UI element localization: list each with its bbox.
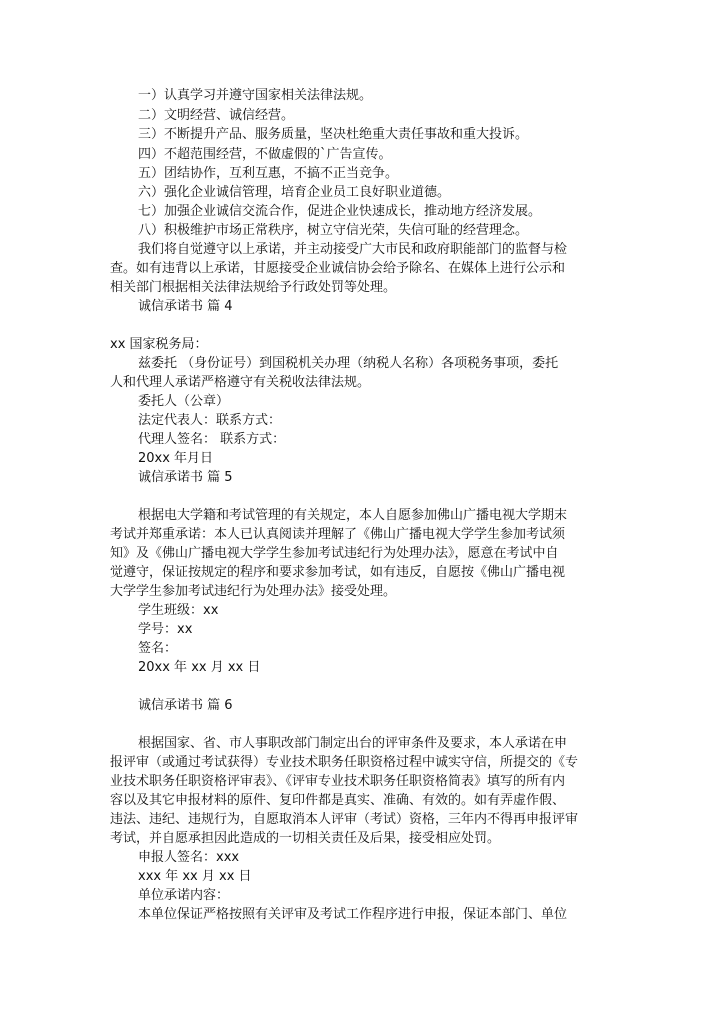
date-line: xxx 年 xx 月 xx 日 <box>138 869 252 884</box>
section5-body-line: 大学学生参加考试违纪行为处理办法》接受处理。 <box>110 584 397 599</box>
pledge-item-8: 八）积极维护市场正常秩序，树立守信光荣，失信可耻的经营理念。 <box>138 223 529 238</box>
section6-body-line: 容以及其它申报材料的原件、复印件都是真实、准确、有效的。如有弄虚作假、 <box>110 793 566 808</box>
closing-paragraph-line: 查。如有违背以上承诺，甘愿接受企业诚信协会给予除名、在媒体上进行公示和 <box>110 261 566 276</box>
unit-pledge-label: 单位承诺内容： <box>138 888 230 903</box>
closing-paragraph-line: 相关部门根据相关法律法规给予行政处罚等处理。 <box>110 280 397 295</box>
section5-body-line: 觉遵守，保证按规定的程序和要求参加考试，如有违反，自愿按《佛山广播电视 <box>110 565 566 580</box>
signature-line: 签名： <box>138 641 178 656</box>
student-class-line: 学生班级：xx <box>138 603 219 618</box>
date-line: 20xx 年 xx 月 xx 日 <box>138 660 261 675</box>
pledge-item-3: 三）不断提升产品、服务质量，坚决杜绝重大责任事故和重大投诉。 <box>138 127 529 142</box>
section6-body-line: 违法、违纪、违规行为，自愿取消本人评审（考试）资格，三年内不得再申报评审 <box>110 812 579 827</box>
principal-seal-line: 委托人（公章） <box>138 394 230 409</box>
section-heading-4: 诚信承诺书 篇 4 <box>138 299 233 314</box>
section4-body-line: 人和代理人承诺严格遵守有关税收法律法规。 <box>110 375 371 390</box>
section6-body-line: 考试，并自愿承担因此造成的一切相关责任及后果，接受相应处罚。 <box>110 831 501 846</box>
section-heading-5: 诚信承诺书 篇 5 <box>138 470 233 485</box>
pledge-item-4: 四）不超范围经营，不做虚假的`广告宣传。 <box>138 147 392 162</box>
agent-signature-line: 代理人签名： 联系方式： <box>138 432 286 447</box>
closing-paragraph-line: 我们将自觉遵守以上承诺，并主动接受广大市民和政府职能部门的监督与检 <box>138 242 568 257</box>
pledge-item-6: 六）强化企业诚信管理，培育企业员工良好职业道德。 <box>138 185 451 200</box>
pledge-item-2: 二）文明经营、诚信经营。 <box>138 108 295 123</box>
section-heading-6: 诚信承诺书 篇 6 <box>138 698 233 713</box>
student-id-line: 学号：xx <box>138 622 193 637</box>
pledge-item-7: 七）加强企业诚信交流合作，促进企业快速成长，推动地方经济发展。 <box>138 204 542 219</box>
section5-body-line: 根据电大学籍和考试管理的有关规定，本人自愿参加佛山广播电视大学期末 <box>138 508 568 523</box>
applicant-signature-line: 申报人签名：xxx <box>138 850 240 865</box>
section6-body-line: 根据国家、省、市人事职改部门制定出台的评审条件及要求，本人承诺在申 <box>138 736 568 751</box>
section6-body-line: 业技术职务任职资格评审表》、《评审专业技术职务任职资格简表》填写的所有内 <box>110 774 566 789</box>
pledge-item-5: 五）团结协作，互利互惠，不搞不正当竞争。 <box>138 166 399 181</box>
legal-rep-line: 法定代表人：联系方式： <box>138 413 282 428</box>
date-line: 20xx 年月日 <box>138 451 214 466</box>
addressee: xx 国家税务局： <box>110 337 208 352</box>
section5-body-line: 知》及《佛山广播电视大学学生参加考试违纪行为处理办法》，愿意在考试中自 <box>110 546 559 561</box>
section6-body-line: 报评审（或通过考试获得）专业技术职务任职资格过程中诚实守信，所提交的《专 <box>110 755 579 770</box>
pledge-item-1: 一）认真学习并遵守国家相关法律法规。 <box>138 88 373 103</box>
section5-body-line: 考试并郑重承诺：本人已认真阅读并理解了《佛山广播电视大学学生参加考试须 <box>110 527 566 542</box>
unit-pledge-line: 本单位保证严格按照有关评审及考试工作程序进行申报，保证本部门、单位 <box>138 907 568 922</box>
section4-body-line: 兹委托 （身份证号）到国税机关办理（纳税人名称）各项税务事项，委托 <box>138 356 559 371</box>
